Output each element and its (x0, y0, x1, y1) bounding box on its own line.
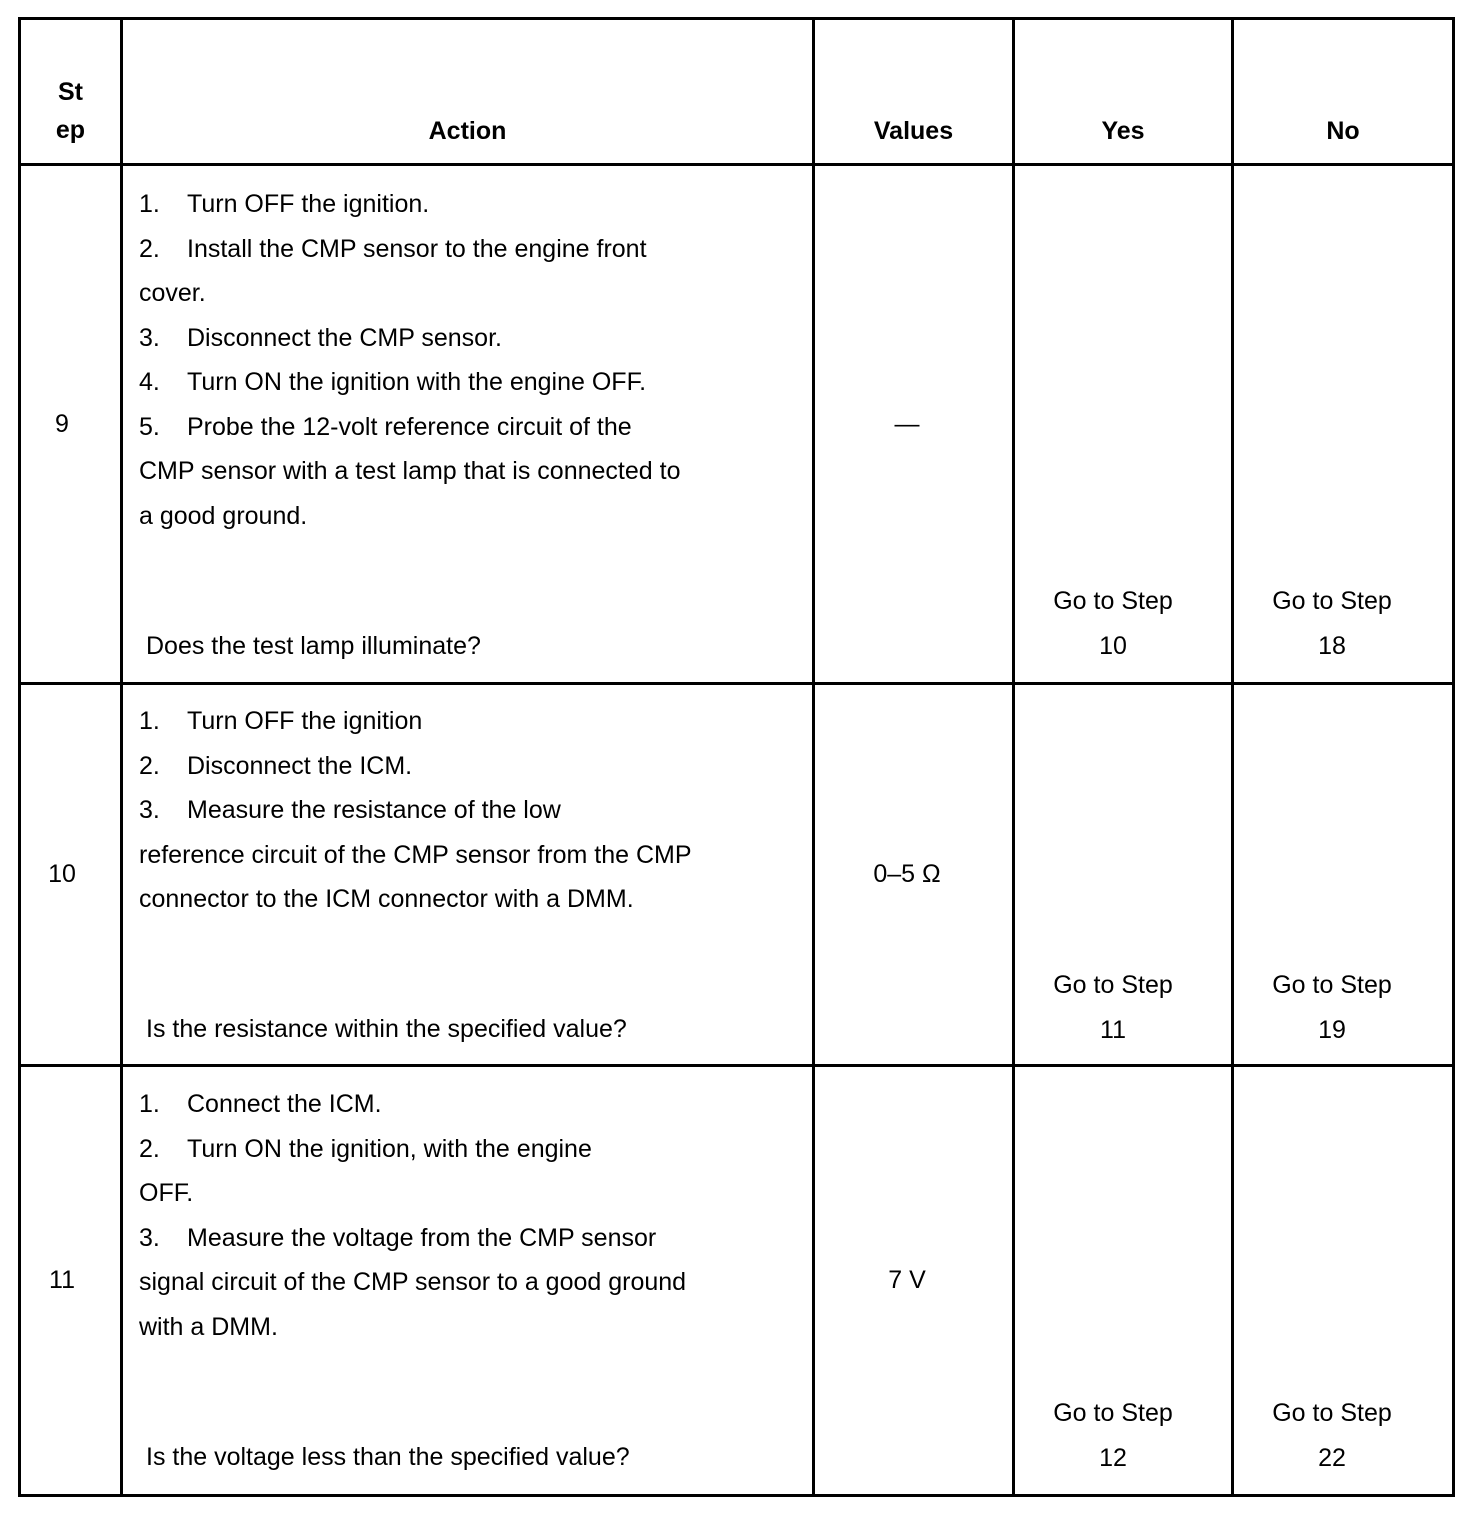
action-text: Probe the 12-volt reference circuit of the (187, 412, 632, 441)
header-no: No (1326, 117, 1360, 145)
row-divider-1 (18, 682, 1455, 685)
action-number: 4. (139, 368, 160, 396)
action-text: Install the CMP sensor to the engine front (187, 234, 647, 263)
action-line (139, 271, 680, 316)
action-text: signal circuit of the CMP sensor to a good ground (139, 1268, 687, 1296)
action-list (139, 699, 692, 922)
action-line (139, 699, 692, 744)
row-divider-2 (18, 1064, 1455, 1067)
action-text: Disconnect the CMP sensor. (187, 323, 502, 352)
no-result (1234, 963, 1430, 1052)
yes-result (1015, 579, 1211, 668)
action-line (139, 494, 680, 539)
action-text: OFF. (139, 1179, 194, 1207)
action-line (139, 877, 692, 922)
action-text: Turn ON the ignition, with the engine (187, 1134, 592, 1163)
result-line: Go to Step (1272, 971, 1392, 999)
action-text: CMP sensor with a test lamp that is connected to (139, 457, 681, 485)
action-line (139, 1260, 686, 1305)
header-values: Values (873, 117, 954, 145)
action-line (139, 182, 680, 227)
action-text: Measure the resistance of the low (187, 796, 561, 824)
action-number: 2. (139, 234, 160, 263)
action-line (139, 1216, 686, 1261)
action-line (139, 449, 680, 494)
action-number: 5. (139, 412, 160, 441)
action-text: reference circuit of the CMP sensor from the CMP (139, 840, 692, 869)
action-line (139, 1082, 686, 1127)
result-line: Go to Step (1272, 1399, 1392, 1427)
result-line: 19 (1318, 1015, 1346, 1044)
action-text: Turn OFF the ignition. (187, 190, 430, 218)
action-number: 3. (139, 323, 160, 352)
result-line: 12 (1099, 1443, 1127, 1472)
spec-value: 7 V (888, 1266, 926, 1294)
action-line (139, 833, 692, 878)
header-step-line1: St (58, 78, 83, 106)
action-line (139, 227, 680, 272)
action-list (139, 182, 680, 538)
action-number: 1. (139, 707, 160, 735)
action-line (139, 1127, 686, 1172)
action-text: cover. (139, 279, 206, 307)
action-list (139, 1082, 686, 1349)
action-line (139, 788, 692, 833)
result-line: 11 (1100, 1015, 1126, 1044)
step-number: 9 (55, 410, 69, 438)
step-number: 11 (49, 1266, 75, 1294)
action-number: 2. (139, 751, 160, 780)
spec-value: 0–5 Ω (873, 860, 941, 888)
result-line: Go to Step (1053, 587, 1173, 615)
action-question: Does the test lamp illuminate? (146, 632, 481, 660)
action-number: 1. (139, 1090, 160, 1118)
action-text: Measure the voltage from the CMP sensor (187, 1223, 657, 1252)
result-line: 18 (1318, 631, 1346, 660)
action-number: 2. (139, 1134, 160, 1163)
action-text: a good ground. (139, 501, 308, 530)
action-number: 3. (139, 1223, 160, 1252)
yes-result (1015, 963, 1211, 1052)
result-line: 10 (1099, 631, 1127, 660)
header-action: Action (428, 117, 507, 145)
action-text: Turn ON the ignition with the engine OFF. (187, 368, 647, 396)
column-divider-yes (1231, 17, 1234, 1497)
result-line: Go to Step (1053, 1399, 1173, 1427)
action-text: with a DMM. (139, 1312, 278, 1341)
spec-value: — (894, 410, 920, 438)
result-line: Go to Step (1272, 587, 1392, 615)
result-line: Go to Step (1053, 971, 1173, 999)
header-step-line2: ep (55, 116, 86, 144)
no-result (1234, 579, 1430, 668)
action-text: connector to the ICM connector with a DMM. (139, 885, 634, 913)
action-line (139, 405, 680, 450)
header-divider (18, 163, 1455, 166)
action-question: Is the voltage less than the specified value? (146, 1443, 630, 1471)
header-step (21, 73, 120, 149)
action-line (139, 1171, 686, 1216)
column-divider-step (120, 17, 123, 1497)
action-number: 1. (139, 190, 160, 218)
action-line (139, 1305, 686, 1350)
action-line (139, 316, 680, 361)
action-text: Disconnect the ICM. (187, 751, 413, 780)
action-text: Turn OFF the ignition (187, 707, 423, 735)
action-line (139, 744, 692, 789)
action-line (139, 360, 680, 405)
header-yes: Yes (1101, 117, 1145, 145)
result-line: 22 (1318, 1443, 1346, 1472)
action-number: 3. (139, 796, 160, 824)
column-divider-values (1012, 17, 1015, 1497)
action-question: Is the resistance within the specified value? (146, 1015, 627, 1043)
no-result (1234, 1391, 1430, 1480)
action-text: Connect the ICM. (187, 1090, 382, 1118)
yes-result (1015, 1391, 1211, 1480)
step-number: 10 (48, 860, 76, 888)
